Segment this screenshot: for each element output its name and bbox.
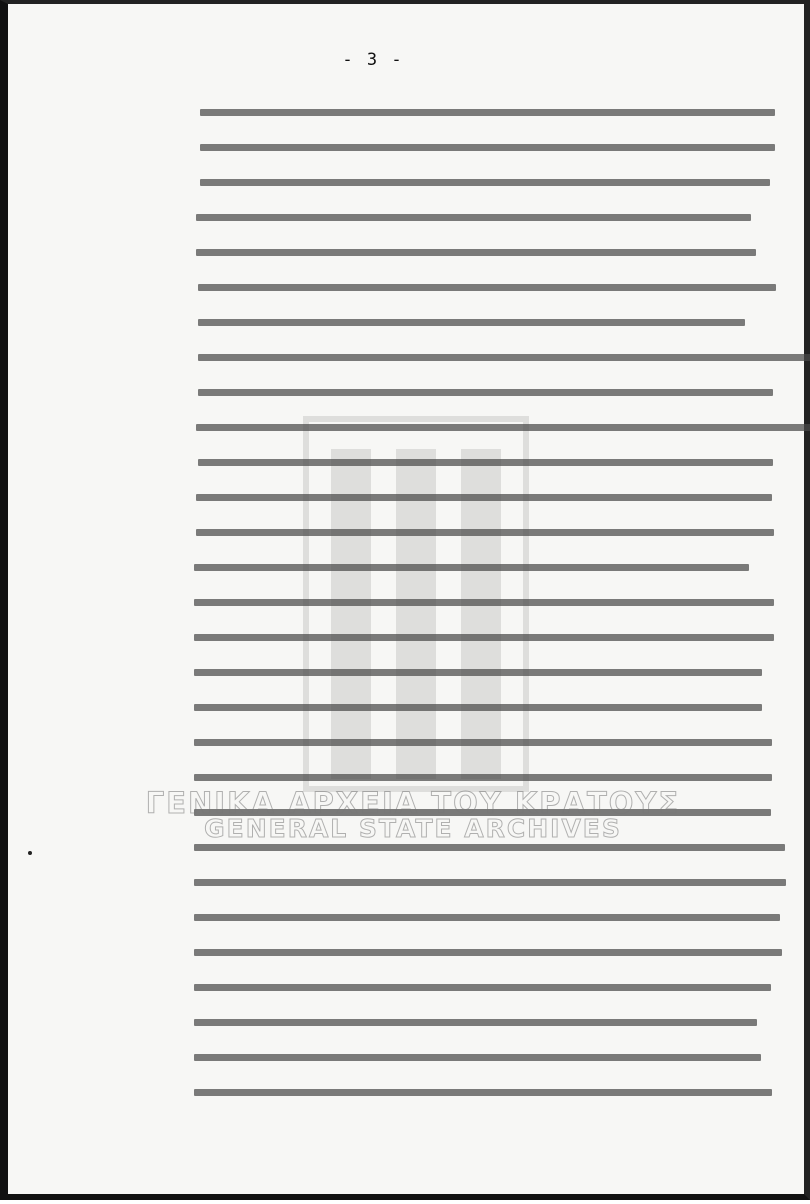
typed-line xyxy=(194,844,785,851)
typed-line xyxy=(194,1019,757,1026)
typed-line xyxy=(194,634,774,641)
typed-line xyxy=(194,1089,772,1096)
typed-line xyxy=(196,529,774,536)
typed-line xyxy=(194,1054,761,1061)
typed-line xyxy=(200,144,775,151)
typed-line xyxy=(194,984,771,991)
typed-line xyxy=(196,249,756,256)
typed-line xyxy=(198,284,776,291)
watermark-english: GENERAL STATE ARCHIVES xyxy=(204,814,622,843)
margin-mark xyxy=(28,851,32,855)
typed-line xyxy=(196,494,772,501)
typed-line xyxy=(194,704,762,711)
typed-line xyxy=(196,424,810,431)
typed-line xyxy=(198,389,773,396)
typed-line xyxy=(194,774,772,781)
typed-line xyxy=(194,564,749,571)
typed-line xyxy=(194,879,786,886)
typed-line xyxy=(198,319,745,326)
typed-line xyxy=(198,459,773,466)
typed-line xyxy=(194,739,772,746)
typed-line xyxy=(194,669,762,676)
typed-body-text xyxy=(8,4,810,1204)
typed-line xyxy=(194,599,774,606)
typed-line xyxy=(194,949,782,956)
typed-line xyxy=(200,109,775,116)
typed-line xyxy=(200,179,770,186)
page-number: - 3 - xyxy=(342,50,404,70)
typed-line xyxy=(194,914,780,921)
typed-line xyxy=(196,214,751,221)
typed-line xyxy=(198,354,810,361)
watermark-greek: ΓΕΝΙΚΑ ΑΡΧΕΙΑ ΤΟΥ ΚΡΑΤΟΥΣ xyxy=(145,786,681,820)
